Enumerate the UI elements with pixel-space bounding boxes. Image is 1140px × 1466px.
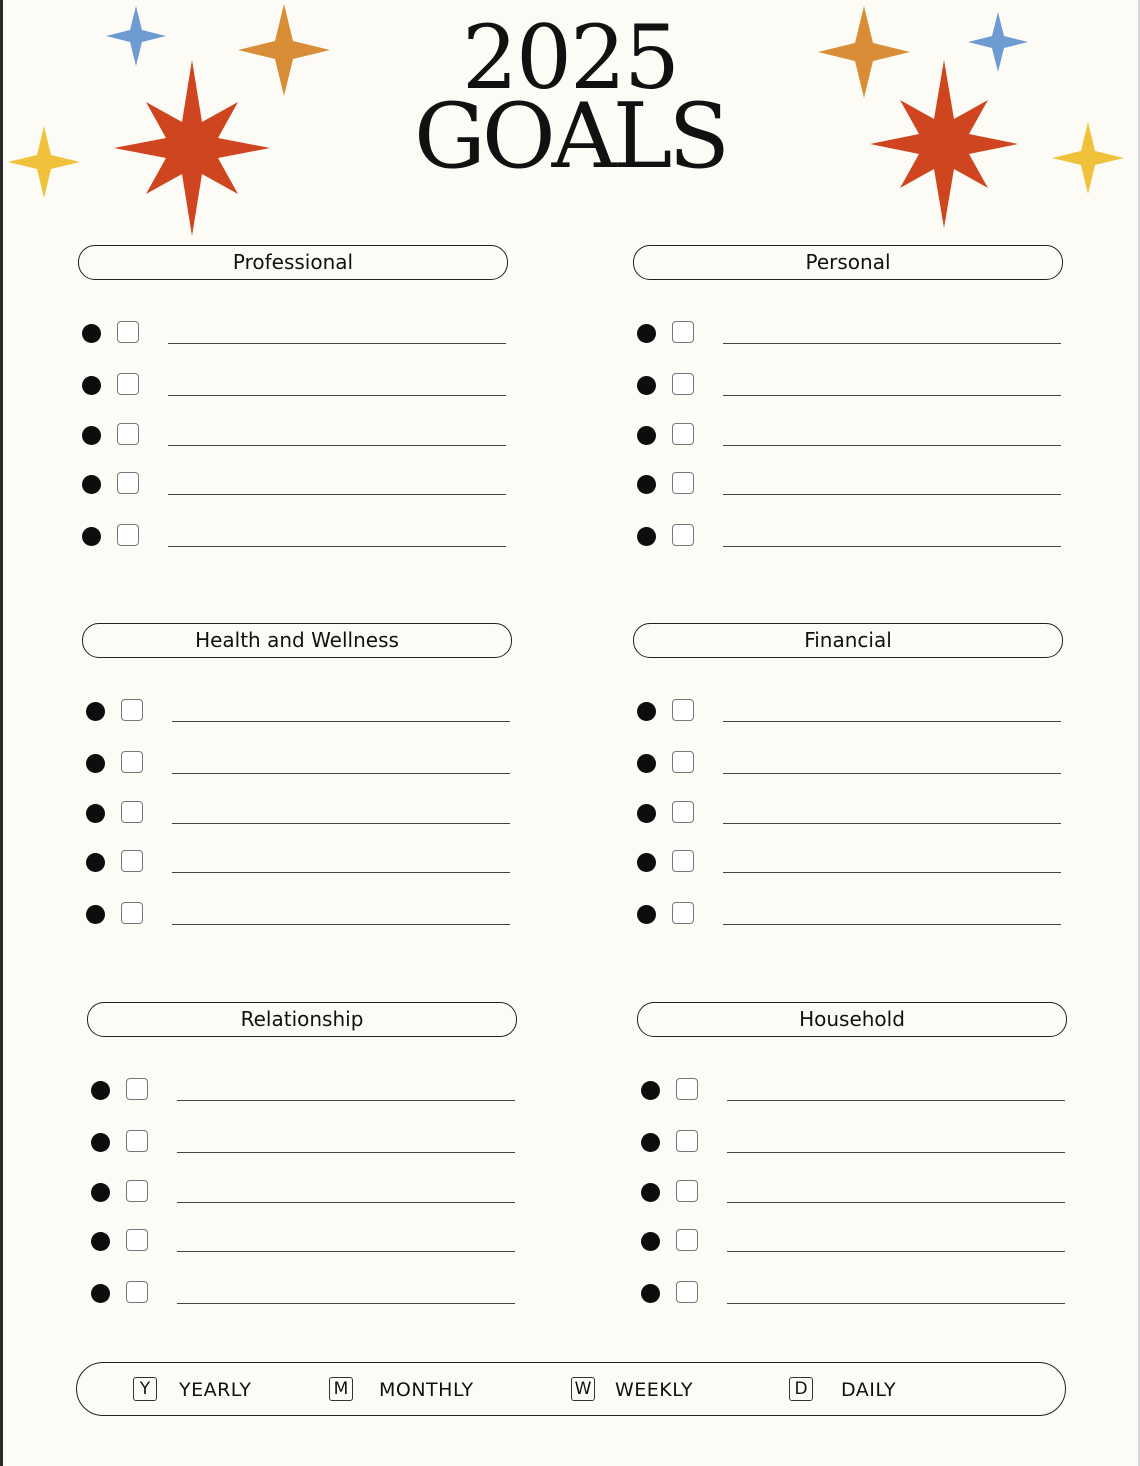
goal-write-line[interactable]: [723, 395, 1061, 396]
goal-write-line[interactable]: [177, 1303, 515, 1304]
goal-write-line[interactable]: [727, 1251, 1065, 1252]
goal-row: [78, 318, 510, 348]
goal-write-line[interactable]: [723, 872, 1061, 873]
goal-write-line[interactable]: [172, 773, 510, 774]
goal-row: [633, 469, 1065, 499]
goal-row: [633, 521, 1065, 551]
section-header: Relationship: [87, 1002, 517, 1037]
legend-label: MONTHLY: [379, 1379, 474, 1401]
bullet-dot-icon: [637, 754, 656, 773]
bullet-dot-icon: [641, 1133, 660, 1152]
frequency-legend: [76, 1362, 1066, 1416]
goal-row: [637, 1075, 1069, 1105]
goal-checkbox[interactable]: [126, 1229, 148, 1251]
goal-checkbox[interactable]: [126, 1078, 148, 1100]
goal-checkbox[interactable]: [672, 850, 694, 872]
legend-key-box: D: [789, 1377, 813, 1401]
goal-row: [78, 420, 510, 450]
bullet-dot-icon: [86, 905, 105, 924]
goal-checkbox[interactable]: [117, 423, 139, 445]
bullet-dot-icon: [82, 376, 101, 395]
goal-checkbox[interactable]: [117, 524, 139, 546]
goal-checkbox[interactable]: [676, 1229, 698, 1251]
goal-write-line[interactable]: [177, 1100, 515, 1101]
goal-checkbox[interactable]: [672, 423, 694, 445]
bullet-dot-icon: [637, 324, 656, 343]
goal-checkbox[interactable]: [672, 801, 694, 823]
section-header: Professional: [78, 245, 508, 280]
section-header: Personal: [633, 245, 1063, 280]
page-edge: [0, 0, 3, 1466]
legend-key-box: M: [329, 1377, 353, 1401]
goal-row: [637, 1127, 1069, 1157]
bullet-dot-icon: [637, 376, 656, 395]
title-year: 2025: [462, 6, 678, 109]
goal-row: [633, 318, 1065, 348]
goal-write-line[interactable]: [172, 823, 510, 824]
goal-checkbox[interactable]: [117, 321, 139, 343]
goal-checkbox[interactable]: [676, 1180, 698, 1202]
goal-checkbox[interactable]: [117, 472, 139, 494]
goal-write-line[interactable]: [172, 872, 510, 873]
legend-label: DAILY: [841, 1379, 897, 1401]
goal-row: [78, 469, 510, 499]
goal-row: [87, 1226, 519, 1256]
goal-row: [633, 798, 1065, 828]
goal-row: [78, 370, 510, 400]
bullet-dot-icon: [82, 426, 101, 445]
bullet-dot-icon: [86, 804, 105, 823]
goal-write-line[interactable]: [168, 343, 506, 344]
bullet-dot-icon: [91, 1133, 110, 1152]
bullet-dot-icon: [641, 1081, 660, 1100]
goal-checkbox[interactable]: [676, 1281, 698, 1303]
goal-row: [633, 696, 1065, 726]
legend-key-box: Y: [133, 1377, 157, 1401]
bullet-dot-icon: [91, 1284, 110, 1303]
goal-checkbox[interactable]: [126, 1130, 148, 1152]
goal-checkbox[interactable]: [672, 699, 694, 721]
bullet-dot-icon: [641, 1183, 660, 1202]
section-header: Health and Wellness: [82, 623, 512, 658]
bullet-dot-icon: [91, 1183, 110, 1202]
goal-row: [637, 1177, 1069, 1207]
legend-label: YEARLY: [179, 1379, 252, 1401]
section-header: Household: [637, 1002, 1067, 1037]
goal-row: [633, 370, 1065, 400]
goal-checkbox[interactable]: [676, 1078, 698, 1100]
goal-write-line[interactable]: [727, 1303, 1065, 1304]
bullet-dot-icon: [91, 1081, 110, 1100]
goal-write-line[interactable]: [177, 1152, 515, 1153]
goal-write-line[interactable]: [172, 924, 510, 925]
goal-checkbox[interactable]: [672, 524, 694, 546]
goal-checkbox[interactable]: [676, 1130, 698, 1152]
goal-row: [87, 1278, 519, 1308]
goal-row: [637, 1278, 1069, 1308]
bullet-dot-icon: [637, 804, 656, 823]
bullet-dot-icon: [82, 475, 101, 494]
goal-write-line[interactable]: [168, 546, 506, 547]
goal-row: [633, 748, 1065, 778]
goal-write-line[interactable]: [723, 773, 1061, 774]
goal-row: [78, 521, 510, 551]
goal-row: [633, 847, 1065, 877]
goal-write-line[interactable]: [723, 924, 1061, 925]
bullet-dot-icon: [637, 853, 656, 872]
bullet-dot-icon: [641, 1232, 660, 1251]
goal-row: [82, 899, 514, 929]
goal-row: [87, 1127, 519, 1157]
bullet-dot-icon: [641, 1284, 660, 1303]
goal-row: [633, 420, 1065, 450]
goal-row: [82, 696, 514, 726]
bullet-dot-icon: [86, 853, 105, 872]
goal-row: [82, 748, 514, 778]
goal-checkbox[interactable]: [121, 902, 143, 924]
bullet-dot-icon: [637, 702, 656, 721]
title-goals: GOALS: [413, 84, 727, 189]
goal-row: [637, 1226, 1069, 1256]
legend-label: WEEKLY: [615, 1379, 693, 1401]
goal-row: [87, 1075, 519, 1105]
goal-checkbox[interactable]: [126, 1180, 148, 1202]
goal-checkbox[interactable]: [121, 699, 143, 721]
bullet-dot-icon: [86, 702, 105, 721]
goal-write-line[interactable]: [723, 343, 1061, 344]
goal-write-line[interactable]: [723, 721, 1061, 722]
goal-checkbox[interactable]: [672, 751, 694, 773]
goal-write-line[interactable]: [172, 721, 510, 722]
section-header: Financial: [633, 623, 1063, 658]
goal-write-line[interactable]: [723, 546, 1061, 547]
goal-checkbox[interactable]: [672, 472, 694, 494]
goal-write-line[interactable]: [727, 1202, 1065, 1203]
goal-write-line[interactable]: [168, 445, 506, 446]
goal-write-line[interactable]: [727, 1152, 1065, 1153]
goal-checkbox[interactable]: [117, 373, 139, 395]
bullet-dot-icon: [637, 527, 656, 546]
bullet-dot-icon: [637, 905, 656, 924]
goal-write-line[interactable]: [723, 494, 1061, 495]
goal-write-line[interactable]: [177, 1202, 515, 1203]
goal-checkbox[interactable]: [672, 902, 694, 924]
goal-write-line[interactable]: [177, 1251, 515, 1252]
goal-checkbox[interactable]: [121, 751, 143, 773]
goal-checkbox[interactable]: [121, 801, 143, 823]
goal-row: [633, 899, 1065, 929]
legend-key-box: W: [571, 1377, 595, 1401]
bullet-dot-icon: [637, 475, 656, 494]
bullet-dot-icon: [82, 527, 101, 546]
bullet-dot-icon: [91, 1232, 110, 1251]
goal-checkbox[interactable]: [126, 1281, 148, 1303]
bullet-dot-icon: [86, 754, 105, 773]
goal-checkbox[interactable]: [121, 850, 143, 872]
goal-row: [87, 1177, 519, 1207]
goal-checkbox[interactable]: [672, 373, 694, 395]
goal-write-line[interactable]: [168, 494, 506, 495]
goal-write-line[interactable]: [168, 395, 506, 396]
goal-row: [82, 798, 514, 828]
bullet-dot-icon: [82, 324, 101, 343]
goal-write-line[interactable]: [723, 445, 1061, 446]
bullet-dot-icon: [637, 426, 656, 445]
goal-checkbox[interactable]: [672, 321, 694, 343]
goal-row: [82, 847, 514, 877]
goal-write-line[interactable]: [723, 823, 1061, 824]
goal-write-line[interactable]: [727, 1100, 1065, 1101]
